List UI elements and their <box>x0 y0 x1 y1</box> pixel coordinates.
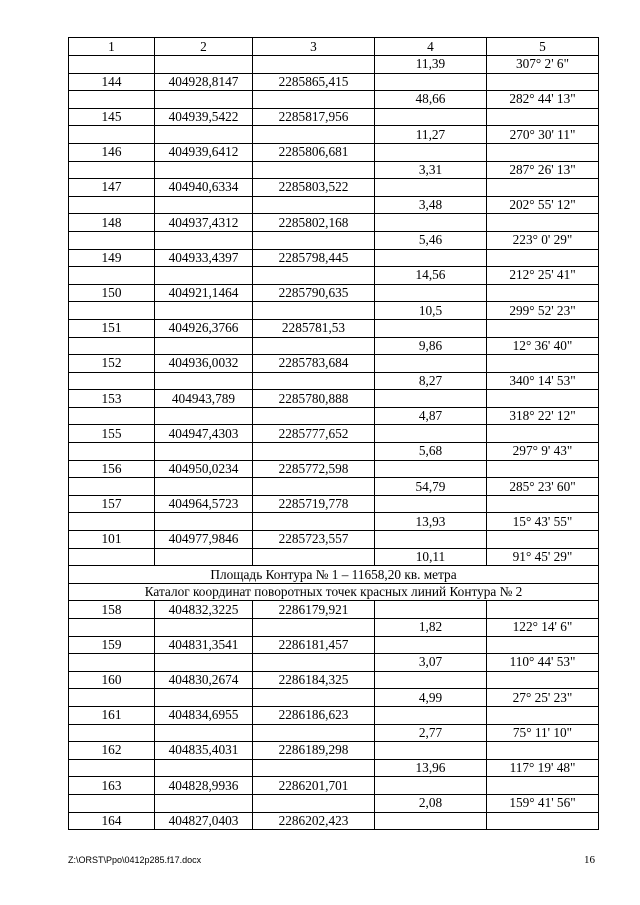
point-number-cell: 156 <box>69 460 155 478</box>
point-number-cell <box>69 478 155 496</box>
y-coordinate-cell: 2285780,888 <box>253 390 375 408</box>
direction-angle-cell: 223° 0' 29" <box>487 231 599 249</box>
x-coordinate-cell <box>155 654 253 672</box>
length-cell: 9,86 <box>375 337 487 355</box>
point-number-cell: 101 <box>69 531 155 549</box>
direction-angle-cell <box>487 742 599 760</box>
length-cell <box>375 143 487 161</box>
length-cell: 2,77 <box>375 724 487 742</box>
table-row <box>69 56 599 74</box>
x-coordinate-cell: 404977,9846 <box>155 531 253 549</box>
direction-angle-cell <box>487 355 599 373</box>
length-cell <box>375 531 487 549</box>
point-number-cell: 162 <box>69 742 155 760</box>
direction-angle-cell: 318° 22' 12" <box>487 407 599 425</box>
y-coordinate-cell: 2286189,298 <box>253 742 375 760</box>
point-number-cell <box>69 513 155 531</box>
x-coordinate-cell: 404939,6412 <box>155 143 253 161</box>
y-coordinate-cell <box>253 759 375 777</box>
length-cell: 4,99 <box>375 689 487 707</box>
direction-angle-cell <box>487 108 599 126</box>
y-coordinate-cell: 2286201,701 <box>253 777 375 795</box>
y-coordinate-cell: 2285781,53 <box>253 319 375 337</box>
point-number-cell <box>69 302 155 320</box>
table-row <box>69 460 599 478</box>
length-cell <box>375 355 487 373</box>
table-row <box>69 73 599 91</box>
table-row <box>69 495 599 513</box>
x-coordinate-cell: 404947,4303 <box>155 425 253 443</box>
x-coordinate-cell: 404926,3766 <box>155 319 253 337</box>
direction-angle-cell: 212° 25' 41" <box>487 267 599 285</box>
direction-angle-cell: 15° 43' 55" <box>487 513 599 531</box>
direction-angle-cell <box>487 390 599 408</box>
footer-file-path: Z:\ORST\Ppo\0412p285.f17.docx <box>68 855 202 865</box>
y-coordinate-cell <box>253 619 375 637</box>
table-row <box>69 531 599 549</box>
table-row <box>69 179 599 197</box>
table-row <box>69 284 599 302</box>
point-number-cell: 158 <box>69 601 155 619</box>
coordinates-table <box>68 37 599 830</box>
direction-angle-cell: 117° 19' 48" <box>487 759 599 777</box>
x-coordinate-cell: 404936,0032 <box>155 355 253 373</box>
x-coordinate-cell: 404933,4397 <box>155 249 253 267</box>
direction-angle-cell <box>487 73 599 91</box>
length-cell <box>375 179 487 197</box>
direction-angle-cell: 202° 55' 12" <box>487 196 599 214</box>
length-cell: 11,39 <box>375 56 487 74</box>
point-number-cell: 164 <box>69 812 155 830</box>
y-coordinate-cell: 2285777,652 <box>253 425 375 443</box>
point-number-cell: 145 <box>69 108 155 126</box>
x-coordinate-cell <box>155 302 253 320</box>
direction-angle-cell: 75° 11' 10" <box>487 724 599 742</box>
table-row <box>69 249 599 267</box>
x-coordinate-cell <box>155 443 253 461</box>
direction-angle-cell: 12° 36' 40" <box>487 337 599 355</box>
x-coordinate-cell <box>155 548 253 566</box>
direction-angle-cell <box>487 143 599 161</box>
table-row <box>69 302 599 320</box>
point-number-cell: 157 <box>69 495 155 513</box>
direction-angle-cell <box>487 601 599 619</box>
point-number-cell: 155 <box>69 425 155 443</box>
table-row <box>69 601 599 619</box>
y-coordinate-cell <box>253 654 375 672</box>
point-number-cell: 159 <box>69 636 155 654</box>
table-row <box>69 91 599 109</box>
length-cell: 3,31 <box>375 161 487 179</box>
table-row <box>69 196 599 214</box>
point-number-cell <box>69 196 155 214</box>
x-coordinate-cell: 404835,4031 <box>155 742 253 760</box>
contour-2-catalog-title-row <box>69 583 599 601</box>
point-number-cell <box>69 91 155 109</box>
table-row <box>69 724 599 742</box>
table-header-row <box>69 38 599 56</box>
y-coordinate-cell <box>253 196 375 214</box>
y-coordinate-cell: 2286202,423 <box>253 812 375 830</box>
direction-angle-cell <box>487 284 599 302</box>
y-coordinate-cell: 2285806,681 <box>253 143 375 161</box>
point-number-cell: 151 <box>69 319 155 337</box>
point-number-cell: 144 <box>69 73 155 91</box>
y-coordinate-cell: 2285802,168 <box>253 214 375 232</box>
length-cell: 3,48 <box>375 196 487 214</box>
y-coordinate-cell: 2286186,623 <box>253 706 375 724</box>
table-row <box>69 372 599 390</box>
direction-angle-cell <box>487 214 599 232</box>
x-coordinate-cell: 404964,5723 <box>155 495 253 513</box>
x-coordinate-cell: 404832,3225 <box>155 601 253 619</box>
y-coordinate-cell: 2285783,684 <box>253 355 375 373</box>
length-cell <box>375 460 487 478</box>
x-coordinate-cell: 404937,4312 <box>155 214 253 232</box>
point-number-cell <box>69 267 155 285</box>
y-coordinate-cell <box>253 794 375 812</box>
direction-angle-cell <box>487 812 599 830</box>
y-coordinate-cell <box>253 689 375 707</box>
x-coordinate-cell <box>155 196 253 214</box>
x-coordinate-cell: 404950,0234 <box>155 460 253 478</box>
x-coordinate-cell <box>155 689 253 707</box>
table-row <box>69 513 599 531</box>
x-coordinate-cell: 404928,8147 <box>155 73 253 91</box>
table-row <box>69 143 599 161</box>
table-row <box>69 355 599 373</box>
y-coordinate-cell <box>253 126 375 144</box>
y-coordinate-cell: 2285723,557 <box>253 531 375 549</box>
y-coordinate-cell: 2285865,415 <box>253 73 375 91</box>
point-number-cell: 149 <box>69 249 155 267</box>
y-coordinate-cell <box>253 407 375 425</box>
table-row <box>69 636 599 654</box>
x-coordinate-cell <box>155 91 253 109</box>
y-coordinate-cell: 2285798,445 <box>253 249 375 267</box>
table-row <box>69 619 599 637</box>
direction-angle-cell: 285° 23' 60" <box>487 478 599 496</box>
table-row <box>69 319 599 337</box>
table-row <box>69 390 599 408</box>
y-coordinate-cell <box>253 478 375 496</box>
contour-2-catalog-title: Каталог координат поворотных точек красных линий Контура № 2 <box>69 583 599 601</box>
length-cell: 2,08 <box>375 794 487 812</box>
direction-angle-cell <box>487 636 599 654</box>
x-coordinate-cell <box>155 619 253 637</box>
header-cell-5: 5 <box>487 38 599 56</box>
direction-angle-cell: 159° 41' 56" <box>487 794 599 812</box>
y-coordinate-cell <box>253 724 375 742</box>
point-number-cell <box>69 161 155 179</box>
table-row <box>69 794 599 812</box>
length-cell <box>375 812 487 830</box>
x-coordinate-cell <box>155 372 253 390</box>
point-number-cell: 146 <box>69 143 155 161</box>
x-coordinate-cell <box>155 231 253 249</box>
point-number-cell: 150 <box>69 284 155 302</box>
length-cell: 48,66 <box>375 91 487 109</box>
point-number-cell: 153 <box>69 390 155 408</box>
table-row <box>69 812 599 830</box>
table-row <box>69 337 599 355</box>
point-number-cell <box>69 126 155 144</box>
y-coordinate-cell <box>253 443 375 461</box>
document-page <box>68 37 598 830</box>
length-cell <box>375 249 487 267</box>
y-coordinate-cell: 2285803,522 <box>253 179 375 197</box>
length-cell <box>375 706 487 724</box>
y-coordinate-cell: 2285719,778 <box>253 495 375 513</box>
direction-angle-cell: 297° 9' 43" <box>487 443 599 461</box>
length-cell <box>375 777 487 795</box>
y-coordinate-cell <box>253 267 375 285</box>
length-cell <box>375 214 487 232</box>
x-coordinate-cell: 404943,789 <box>155 390 253 408</box>
table-row <box>69 267 599 285</box>
table-row <box>69 548 599 566</box>
x-coordinate-cell: 404827,0403 <box>155 812 253 830</box>
header-cell-4: 4 <box>375 38 487 56</box>
header-cell-2: 2 <box>155 38 253 56</box>
point-number-cell: 147 <box>69 179 155 197</box>
direction-angle-cell: 27° 25' 23" <box>487 689 599 707</box>
length-cell <box>375 108 487 126</box>
length-cell <box>375 495 487 513</box>
contour-1-area-caption-row <box>69 566 599 584</box>
y-coordinate-cell: 2285817,956 <box>253 108 375 126</box>
y-coordinate-cell: 2285772,598 <box>253 460 375 478</box>
x-coordinate-cell <box>155 267 253 285</box>
x-coordinate-cell: 404921,1464 <box>155 284 253 302</box>
length-cell: 5,68 <box>375 443 487 461</box>
length-cell: 1,82 <box>375 619 487 637</box>
direction-angle-cell <box>487 671 599 689</box>
x-coordinate-cell <box>155 794 253 812</box>
table-row <box>69 161 599 179</box>
y-coordinate-cell <box>253 161 375 179</box>
direction-angle-cell: 282° 44' 13" <box>487 91 599 109</box>
point-number-cell <box>69 372 155 390</box>
x-coordinate-cell <box>155 407 253 425</box>
y-coordinate-cell <box>253 231 375 249</box>
table-row <box>69 671 599 689</box>
table-row <box>69 443 599 461</box>
point-number-cell: 160 <box>69 671 155 689</box>
direction-angle-cell <box>487 495 599 513</box>
x-coordinate-cell <box>155 161 253 179</box>
x-coordinate-cell: 404940,6334 <box>155 179 253 197</box>
contour-1-area-caption: Площадь Контура № 1 – 11658,20 кв. метра <box>69 566 599 584</box>
length-cell <box>375 319 487 337</box>
direction-angle-cell: 340° 14' 53" <box>487 372 599 390</box>
x-coordinate-cell <box>155 513 253 531</box>
length-cell: 4,87 <box>375 407 487 425</box>
y-coordinate-cell <box>253 372 375 390</box>
y-coordinate-cell: 2286184,325 <box>253 671 375 689</box>
direction-angle-cell <box>487 460 599 478</box>
direction-angle-cell: 270° 30' 11" <box>487 126 599 144</box>
y-coordinate-cell: 2285790,635 <box>253 284 375 302</box>
point-number-cell <box>69 794 155 812</box>
x-coordinate-cell <box>155 337 253 355</box>
direction-angle-cell: 91° 45' 29" <box>487 548 599 566</box>
point-number-cell <box>69 407 155 425</box>
direction-angle-cell <box>487 249 599 267</box>
point-number-cell: 148 <box>69 214 155 232</box>
length-cell: 10,5 <box>375 302 487 320</box>
table-row <box>69 654 599 672</box>
x-coordinate-cell: 404939,5422 <box>155 108 253 126</box>
table-row <box>69 742 599 760</box>
point-number-cell <box>69 654 155 672</box>
x-coordinate-cell <box>155 478 253 496</box>
length-cell <box>375 601 487 619</box>
length-cell <box>375 636 487 654</box>
table-row <box>69 126 599 144</box>
length-cell: 13,93 <box>375 513 487 531</box>
x-coordinate-cell: 404828,9936 <box>155 777 253 795</box>
y-coordinate-cell <box>253 513 375 531</box>
header-cell-3: 3 <box>253 38 375 56</box>
point-number-cell <box>69 759 155 777</box>
point-number-cell <box>69 619 155 637</box>
y-coordinate-cell <box>253 302 375 320</box>
length-cell: 3,07 <box>375 654 487 672</box>
direction-angle-cell <box>487 179 599 197</box>
x-coordinate-cell: 404830,2674 <box>155 671 253 689</box>
direction-angle-cell <box>487 425 599 443</box>
y-coordinate-cell <box>253 56 375 74</box>
point-number-cell <box>69 231 155 249</box>
direction-angle-cell <box>487 706 599 724</box>
y-coordinate-cell <box>253 337 375 355</box>
direction-angle-cell <box>487 777 599 795</box>
table-row <box>69 425 599 443</box>
footer-page-number: 16 <box>584 854 595 866</box>
header-cell-1: 1 <box>69 38 155 56</box>
length-cell: 5,46 <box>375 231 487 249</box>
y-coordinate-cell <box>253 91 375 109</box>
point-number-cell <box>69 443 155 461</box>
direction-angle-cell <box>487 531 599 549</box>
length-cell: 13,96 <box>375 759 487 777</box>
point-number-cell <box>69 56 155 74</box>
table-row <box>69 214 599 232</box>
length-cell <box>375 284 487 302</box>
direction-angle-cell: 307° 2' 6" <box>487 56 599 74</box>
point-number-cell: 161 <box>69 706 155 724</box>
point-number-cell: 163 <box>69 777 155 795</box>
length-cell: 14,56 <box>375 267 487 285</box>
point-number-cell <box>69 689 155 707</box>
y-coordinate-cell: 2286179,921 <box>253 601 375 619</box>
length-cell: 10,11 <box>375 548 487 566</box>
length-cell <box>375 742 487 760</box>
direction-angle-cell: 287° 26' 13" <box>487 161 599 179</box>
length-cell <box>375 425 487 443</box>
x-coordinate-cell <box>155 724 253 742</box>
y-coordinate-cell <box>253 548 375 566</box>
point-number-cell <box>69 724 155 742</box>
x-coordinate-cell: 404834,6955 <box>155 706 253 724</box>
table-row <box>69 706 599 724</box>
x-coordinate-cell: 404831,3541 <box>155 636 253 654</box>
direction-angle-cell: 122° 14' 6" <box>487 619 599 637</box>
point-number-cell <box>69 337 155 355</box>
y-coordinate-cell: 2286181,457 <box>253 636 375 654</box>
length-cell <box>375 390 487 408</box>
table-row <box>69 231 599 249</box>
x-coordinate-cell <box>155 56 253 74</box>
table-row <box>69 689 599 707</box>
table-row <box>69 407 599 425</box>
x-coordinate-cell <box>155 759 253 777</box>
table-row <box>69 777 599 795</box>
x-coordinate-cell <box>155 126 253 144</box>
length-cell: 8,27 <box>375 372 487 390</box>
table-row <box>69 478 599 496</box>
direction-angle-cell <box>487 319 599 337</box>
length-cell: 54,79 <box>375 478 487 496</box>
length-cell <box>375 671 487 689</box>
point-number-cell: 152 <box>69 355 155 373</box>
table-row <box>69 759 599 777</box>
length-cell: 11,27 <box>375 126 487 144</box>
direction-angle-cell: 299° 52' 23" <box>487 302 599 320</box>
length-cell <box>375 73 487 91</box>
direction-angle-cell: 110° 44' 53" <box>487 654 599 672</box>
table-row <box>69 108 599 126</box>
point-number-cell <box>69 548 155 566</box>
